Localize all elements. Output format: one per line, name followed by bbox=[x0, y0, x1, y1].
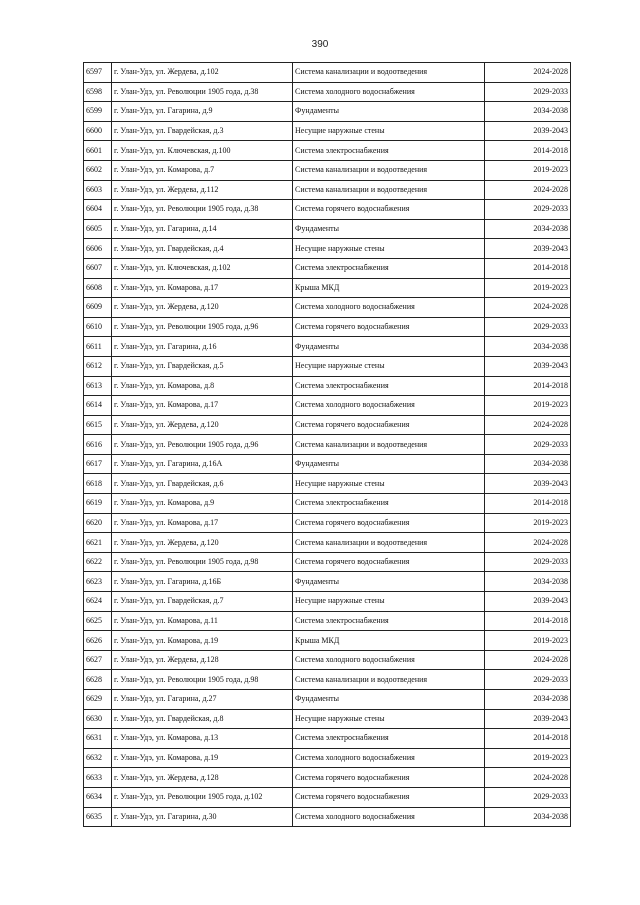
cell-system: Система горячего водоснабжения bbox=[293, 415, 485, 435]
cell-number: 6630 bbox=[84, 709, 112, 729]
cell-address: г. Улан-Удэ, ул. Гвардейская, д.7 bbox=[112, 592, 293, 612]
cell-period: 2014-2018 bbox=[485, 258, 571, 278]
table-row bbox=[84, 278, 571, 298]
table-row bbox=[84, 356, 571, 376]
cell-system: Система горячего водоснабжения bbox=[293, 768, 485, 788]
table-body bbox=[84, 63, 571, 827]
cell-system: Система горячего водоснабжения bbox=[293, 552, 485, 572]
cell-number: 6603 bbox=[84, 180, 112, 200]
cell-number: 6624 bbox=[84, 592, 112, 612]
cell-system: Система канализации и водоотведения bbox=[293, 670, 485, 690]
cell-address: г. Улан-Удэ, ул. Комарова, д.19 bbox=[112, 631, 293, 651]
cell-period: 2034-2038 bbox=[485, 102, 571, 122]
cell-address: г. Улан-Удэ, ул. Гагарина, д.27 bbox=[112, 690, 293, 710]
cell-period: 2039-2043 bbox=[485, 239, 571, 259]
table-row bbox=[84, 200, 571, 220]
table-row bbox=[84, 160, 571, 180]
cell-number: 6635 bbox=[84, 807, 112, 827]
cell-period: 2014-2018 bbox=[485, 376, 571, 396]
cell-address: г. Улан-Удэ, ул. Ключевская, д.100 bbox=[112, 141, 293, 161]
cell-number: 6618 bbox=[84, 474, 112, 494]
cell-number: 6607 bbox=[84, 258, 112, 278]
cell-number: 6615 bbox=[84, 415, 112, 435]
table-row bbox=[84, 572, 571, 592]
cell-address: г. Улан-Удэ, ул. Революции 1905 года, д.98 bbox=[112, 552, 293, 572]
cell-address: г. Улан-Удэ, ул. Комарова, д.17 bbox=[112, 513, 293, 533]
cell-period: 2019-2023 bbox=[485, 160, 571, 180]
table-row bbox=[84, 670, 571, 690]
cell-address: г. Улан-Удэ, ул. Жердева, д.128 bbox=[112, 768, 293, 788]
cell-period: 2029-2033 bbox=[485, 435, 571, 455]
table-row bbox=[84, 317, 571, 337]
cell-period: 2014-2018 bbox=[485, 494, 571, 514]
cell-number: 6623 bbox=[84, 572, 112, 592]
table-row bbox=[84, 82, 571, 102]
cell-address: г. Улан-Удэ, ул. Жердева, д.112 bbox=[112, 180, 293, 200]
table-row bbox=[84, 807, 571, 827]
cell-address: г. Улан-Удэ, ул. Революции 1905 года, д.102 bbox=[112, 787, 293, 807]
table-row bbox=[84, 631, 571, 651]
table-row bbox=[84, 513, 571, 533]
cell-system: Фундаменты bbox=[293, 337, 485, 357]
cell-system: Система холодного водоснабжения bbox=[293, 748, 485, 768]
table-row bbox=[84, 650, 571, 670]
cell-period: 2024-2028 bbox=[485, 298, 571, 318]
cell-period: 2029-2033 bbox=[485, 82, 571, 102]
cell-address: г. Улан-Удэ, ул. Комарова, д.9 bbox=[112, 494, 293, 514]
table-row bbox=[84, 63, 571, 83]
table-row bbox=[84, 494, 571, 514]
cell-address: г. Улан-Удэ, ул. Гвардейская, д.5 bbox=[112, 356, 293, 376]
cell-number: 6627 bbox=[84, 650, 112, 670]
cell-number: 6604 bbox=[84, 200, 112, 220]
cell-address: г. Улан-Удэ, ул. Комарова, д.19 bbox=[112, 748, 293, 768]
cell-period: 2024-2028 bbox=[485, 650, 571, 670]
cell-number: 6597 bbox=[84, 63, 112, 83]
cell-address: г. Улан-Удэ, ул. Комарова, д.8 bbox=[112, 376, 293, 396]
cell-period: 2039-2043 bbox=[485, 474, 571, 494]
cell-period: 2019-2023 bbox=[485, 278, 571, 298]
cell-address: г. Улан-Удэ, ул. Комарова, д.7 bbox=[112, 160, 293, 180]
cell-number: 6602 bbox=[84, 160, 112, 180]
table-row bbox=[84, 435, 571, 455]
cell-number: 6620 bbox=[84, 513, 112, 533]
cell-system: Система канализации и водоотведения bbox=[293, 180, 485, 200]
cell-number: 6611 bbox=[84, 337, 112, 357]
cell-system: Фундаменты bbox=[293, 572, 485, 592]
table-row bbox=[84, 768, 571, 788]
cell-period: 2029-2033 bbox=[485, 787, 571, 807]
cell-period: 2024-2028 bbox=[485, 415, 571, 435]
cell-address: г. Улан-Удэ, ул. Революции 1905 года, д.96 bbox=[112, 317, 293, 337]
cell-address: г. Улан-Удэ, ул. Жердева, д.102 bbox=[112, 63, 293, 83]
cell-system: Система холодного водоснабжения bbox=[293, 807, 485, 827]
table-row bbox=[84, 787, 571, 807]
cell-number: 6612 bbox=[84, 356, 112, 376]
cell-period: 2024-2028 bbox=[485, 180, 571, 200]
cell-number: 6610 bbox=[84, 317, 112, 337]
table-row bbox=[84, 415, 571, 435]
cell-period: 2029-2033 bbox=[485, 200, 571, 220]
cell-address: г. Улан-Удэ, ул. Революции 1905 года, д.98 bbox=[112, 670, 293, 690]
cell-address: г. Улан-Удэ, ул. Ключевская, д.102 bbox=[112, 258, 293, 278]
cell-period: 2024-2028 bbox=[485, 768, 571, 788]
cell-period: 2034-2038 bbox=[485, 690, 571, 710]
cell-number: 6622 bbox=[84, 552, 112, 572]
cell-period: 2029-2033 bbox=[485, 317, 571, 337]
cell-address: г. Улан-Удэ, ул. Гвардейская, д.8 bbox=[112, 709, 293, 729]
cell-number: 6626 bbox=[84, 631, 112, 651]
cell-number: 6633 bbox=[84, 768, 112, 788]
cell-address: г. Улан-Удэ, ул. Гагарина, д.14 bbox=[112, 219, 293, 239]
table-row bbox=[84, 729, 571, 749]
cell-system: Несущие наружные стены bbox=[293, 474, 485, 494]
cell-system: Фундаменты bbox=[293, 219, 485, 239]
cell-system: Система горячего водоснабжения bbox=[293, 200, 485, 220]
cell-address: г. Улан-Удэ, ул. Революции 1905 года, д.96 bbox=[112, 435, 293, 455]
cell-period: 2034-2038 bbox=[485, 572, 571, 592]
table-row bbox=[84, 592, 571, 612]
cell-period: 2019-2023 bbox=[485, 631, 571, 651]
table-row bbox=[84, 690, 571, 710]
cell-period: 2039-2043 bbox=[485, 121, 571, 141]
cell-number: 6634 bbox=[84, 787, 112, 807]
cell-system: Фундаменты bbox=[293, 454, 485, 474]
cell-system: Несущие наружные стены bbox=[293, 121, 485, 141]
cell-address: г. Улан-Удэ, ул. Комарова, д.17 bbox=[112, 278, 293, 298]
cell-address: г. Улан-Удэ, ул. Революции 1905 года, д.38 bbox=[112, 82, 293, 102]
table-row bbox=[84, 396, 571, 416]
cell-system: Система электроснабжения bbox=[293, 376, 485, 396]
cell-system: Система горячего водоснабжения bbox=[293, 787, 485, 807]
table-row bbox=[84, 102, 571, 122]
cell-period: 2014-2018 bbox=[485, 729, 571, 749]
cell-system: Крыша МКД bbox=[293, 278, 485, 298]
cell-number: 6599 bbox=[84, 102, 112, 122]
cell-system: Система канализации и водоотведения bbox=[293, 160, 485, 180]
cell-period: 2034-2038 bbox=[485, 454, 571, 474]
cell-system: Система электроснабжения bbox=[293, 141, 485, 161]
cell-number: 6614 bbox=[84, 396, 112, 416]
cell-system: Несущие наружные стены bbox=[293, 356, 485, 376]
repair-schedule-table bbox=[83, 62, 571, 827]
cell-system: Система электроснабжения bbox=[293, 729, 485, 749]
cell-number: 6608 bbox=[84, 278, 112, 298]
cell-address: г. Улан-Удэ, ул. Гагарина, д.9 bbox=[112, 102, 293, 122]
table-row bbox=[84, 454, 571, 474]
cell-address: г. Улан-Удэ, ул. Гвардейская, д.6 bbox=[112, 474, 293, 494]
table-row bbox=[84, 141, 571, 161]
cell-system: Система горячего водоснабжения bbox=[293, 317, 485, 337]
table-row bbox=[84, 376, 571, 396]
cell-system: Система холодного водоснабжения bbox=[293, 82, 485, 102]
cell-address: г. Улан-Удэ, ул. Жердева, д.120 bbox=[112, 415, 293, 435]
cell-number: 6598 bbox=[84, 82, 112, 102]
cell-address: г. Улан-Удэ, ул. Гвардейская, д.3 bbox=[112, 121, 293, 141]
cell-period: 2019-2023 bbox=[485, 513, 571, 533]
cell-number: 6616 bbox=[84, 435, 112, 455]
cell-address: г. Улан-Удэ, ул. Жердева, д.120 bbox=[112, 533, 293, 553]
page-number: 390 bbox=[311, 39, 329, 50]
table-row bbox=[84, 709, 571, 729]
table-row bbox=[84, 239, 571, 259]
table-row bbox=[84, 474, 571, 494]
cell-number: 6625 bbox=[84, 611, 112, 631]
cell-address: г. Улан-Удэ, ул. Гагарина, д.30 bbox=[112, 807, 293, 827]
cell-number: 6632 bbox=[84, 748, 112, 768]
cell-period: 2034-2038 bbox=[485, 219, 571, 239]
cell-address: г. Улан-Удэ, ул. Жердева, д.120 bbox=[112, 298, 293, 318]
cell-period: 2039-2043 bbox=[485, 709, 571, 729]
cell-system: Система холодного водоснабжения bbox=[293, 650, 485, 670]
cell-address: г. Улан-Удэ, ул. Гагарина, д.16А bbox=[112, 454, 293, 474]
table-row bbox=[84, 611, 571, 631]
cell-period: 2024-2028 bbox=[485, 63, 571, 83]
cell-period: 2024-2028 bbox=[485, 533, 571, 553]
cell-number: 6621 bbox=[84, 533, 112, 553]
cell-number: 6619 bbox=[84, 494, 112, 514]
cell-period: 2019-2023 bbox=[485, 748, 571, 768]
cell-system: Несущие наружные стены bbox=[293, 239, 485, 259]
cell-number: 6617 bbox=[84, 454, 112, 474]
table-row bbox=[84, 180, 571, 200]
cell-system: Фундаменты bbox=[293, 102, 485, 122]
cell-period: 2034-2038 bbox=[485, 337, 571, 357]
cell-system: Система электроснабжения bbox=[293, 494, 485, 514]
cell-address: г. Улан-Удэ, ул. Комарова, д.13 bbox=[112, 729, 293, 749]
table-row bbox=[84, 337, 571, 357]
cell-system: Несущие наружные стены bbox=[293, 709, 485, 729]
cell-system: Система электроснабжения bbox=[293, 611, 485, 631]
cell-number: 6601 bbox=[84, 141, 112, 161]
cell-number: 6629 bbox=[84, 690, 112, 710]
cell-number: 6613 bbox=[84, 376, 112, 396]
cell-system: Система канализации и водоотведения bbox=[293, 435, 485, 455]
table-row bbox=[84, 748, 571, 768]
cell-system: Система холодного водоснабжения bbox=[293, 396, 485, 416]
table-row bbox=[84, 258, 571, 278]
cell-number: 6609 bbox=[84, 298, 112, 318]
cell-number: 6606 bbox=[84, 239, 112, 259]
cell-number: 6600 bbox=[84, 121, 112, 141]
cell-period: 2034-2038 bbox=[485, 807, 571, 827]
cell-address: г. Улан-Удэ, ул. Комарова, д.17 bbox=[112, 396, 293, 416]
cell-address: г. Улан-Удэ, ул. Гвардейская, д.4 bbox=[112, 239, 293, 259]
cell-address: г. Улан-Удэ, ул. Революции 1905 года, д.38 bbox=[112, 200, 293, 220]
cell-system: Система горячего водоснабжения bbox=[293, 513, 485, 533]
cell-period: 2019-2023 bbox=[485, 396, 571, 416]
cell-period: 2039-2043 bbox=[485, 592, 571, 612]
cell-address: г. Улан-Удэ, ул. Комарова, д.11 bbox=[112, 611, 293, 631]
cell-system: Система канализации и водоотведения bbox=[293, 533, 485, 553]
cell-system: Система канализации и водоотведения bbox=[293, 63, 485, 83]
cell-period: 2029-2033 bbox=[485, 670, 571, 690]
table-row bbox=[84, 533, 571, 553]
cell-address: г. Улан-Удэ, ул. Жердева, д.128 bbox=[112, 650, 293, 670]
cell-system: Система холодного водоснабжения bbox=[293, 298, 485, 318]
cell-number: 6631 bbox=[84, 729, 112, 749]
cell-period: 2029-2033 bbox=[485, 552, 571, 572]
table-row bbox=[84, 121, 571, 141]
cell-period: 2014-2018 bbox=[485, 611, 571, 631]
cell-address: г. Улан-Удэ, ул. Гагарина, д.16 bbox=[112, 337, 293, 357]
table-row bbox=[84, 219, 571, 239]
cell-system: Фундаменты bbox=[293, 690, 485, 710]
table-row bbox=[84, 552, 571, 572]
table-row bbox=[84, 298, 571, 318]
cell-period: 2039-2043 bbox=[485, 356, 571, 376]
cell-number: 6628 bbox=[84, 670, 112, 690]
cell-system: Несущие наружные стены bbox=[293, 592, 485, 612]
cell-address: г. Улан-Удэ, ул. Гагарина, д.16Б bbox=[112, 572, 293, 592]
cell-number: 6605 bbox=[84, 219, 112, 239]
cell-system: Система электроснабжения bbox=[293, 258, 485, 278]
cell-system: Крыша МКД bbox=[293, 631, 485, 651]
cell-period: 2014-2018 bbox=[485, 141, 571, 161]
